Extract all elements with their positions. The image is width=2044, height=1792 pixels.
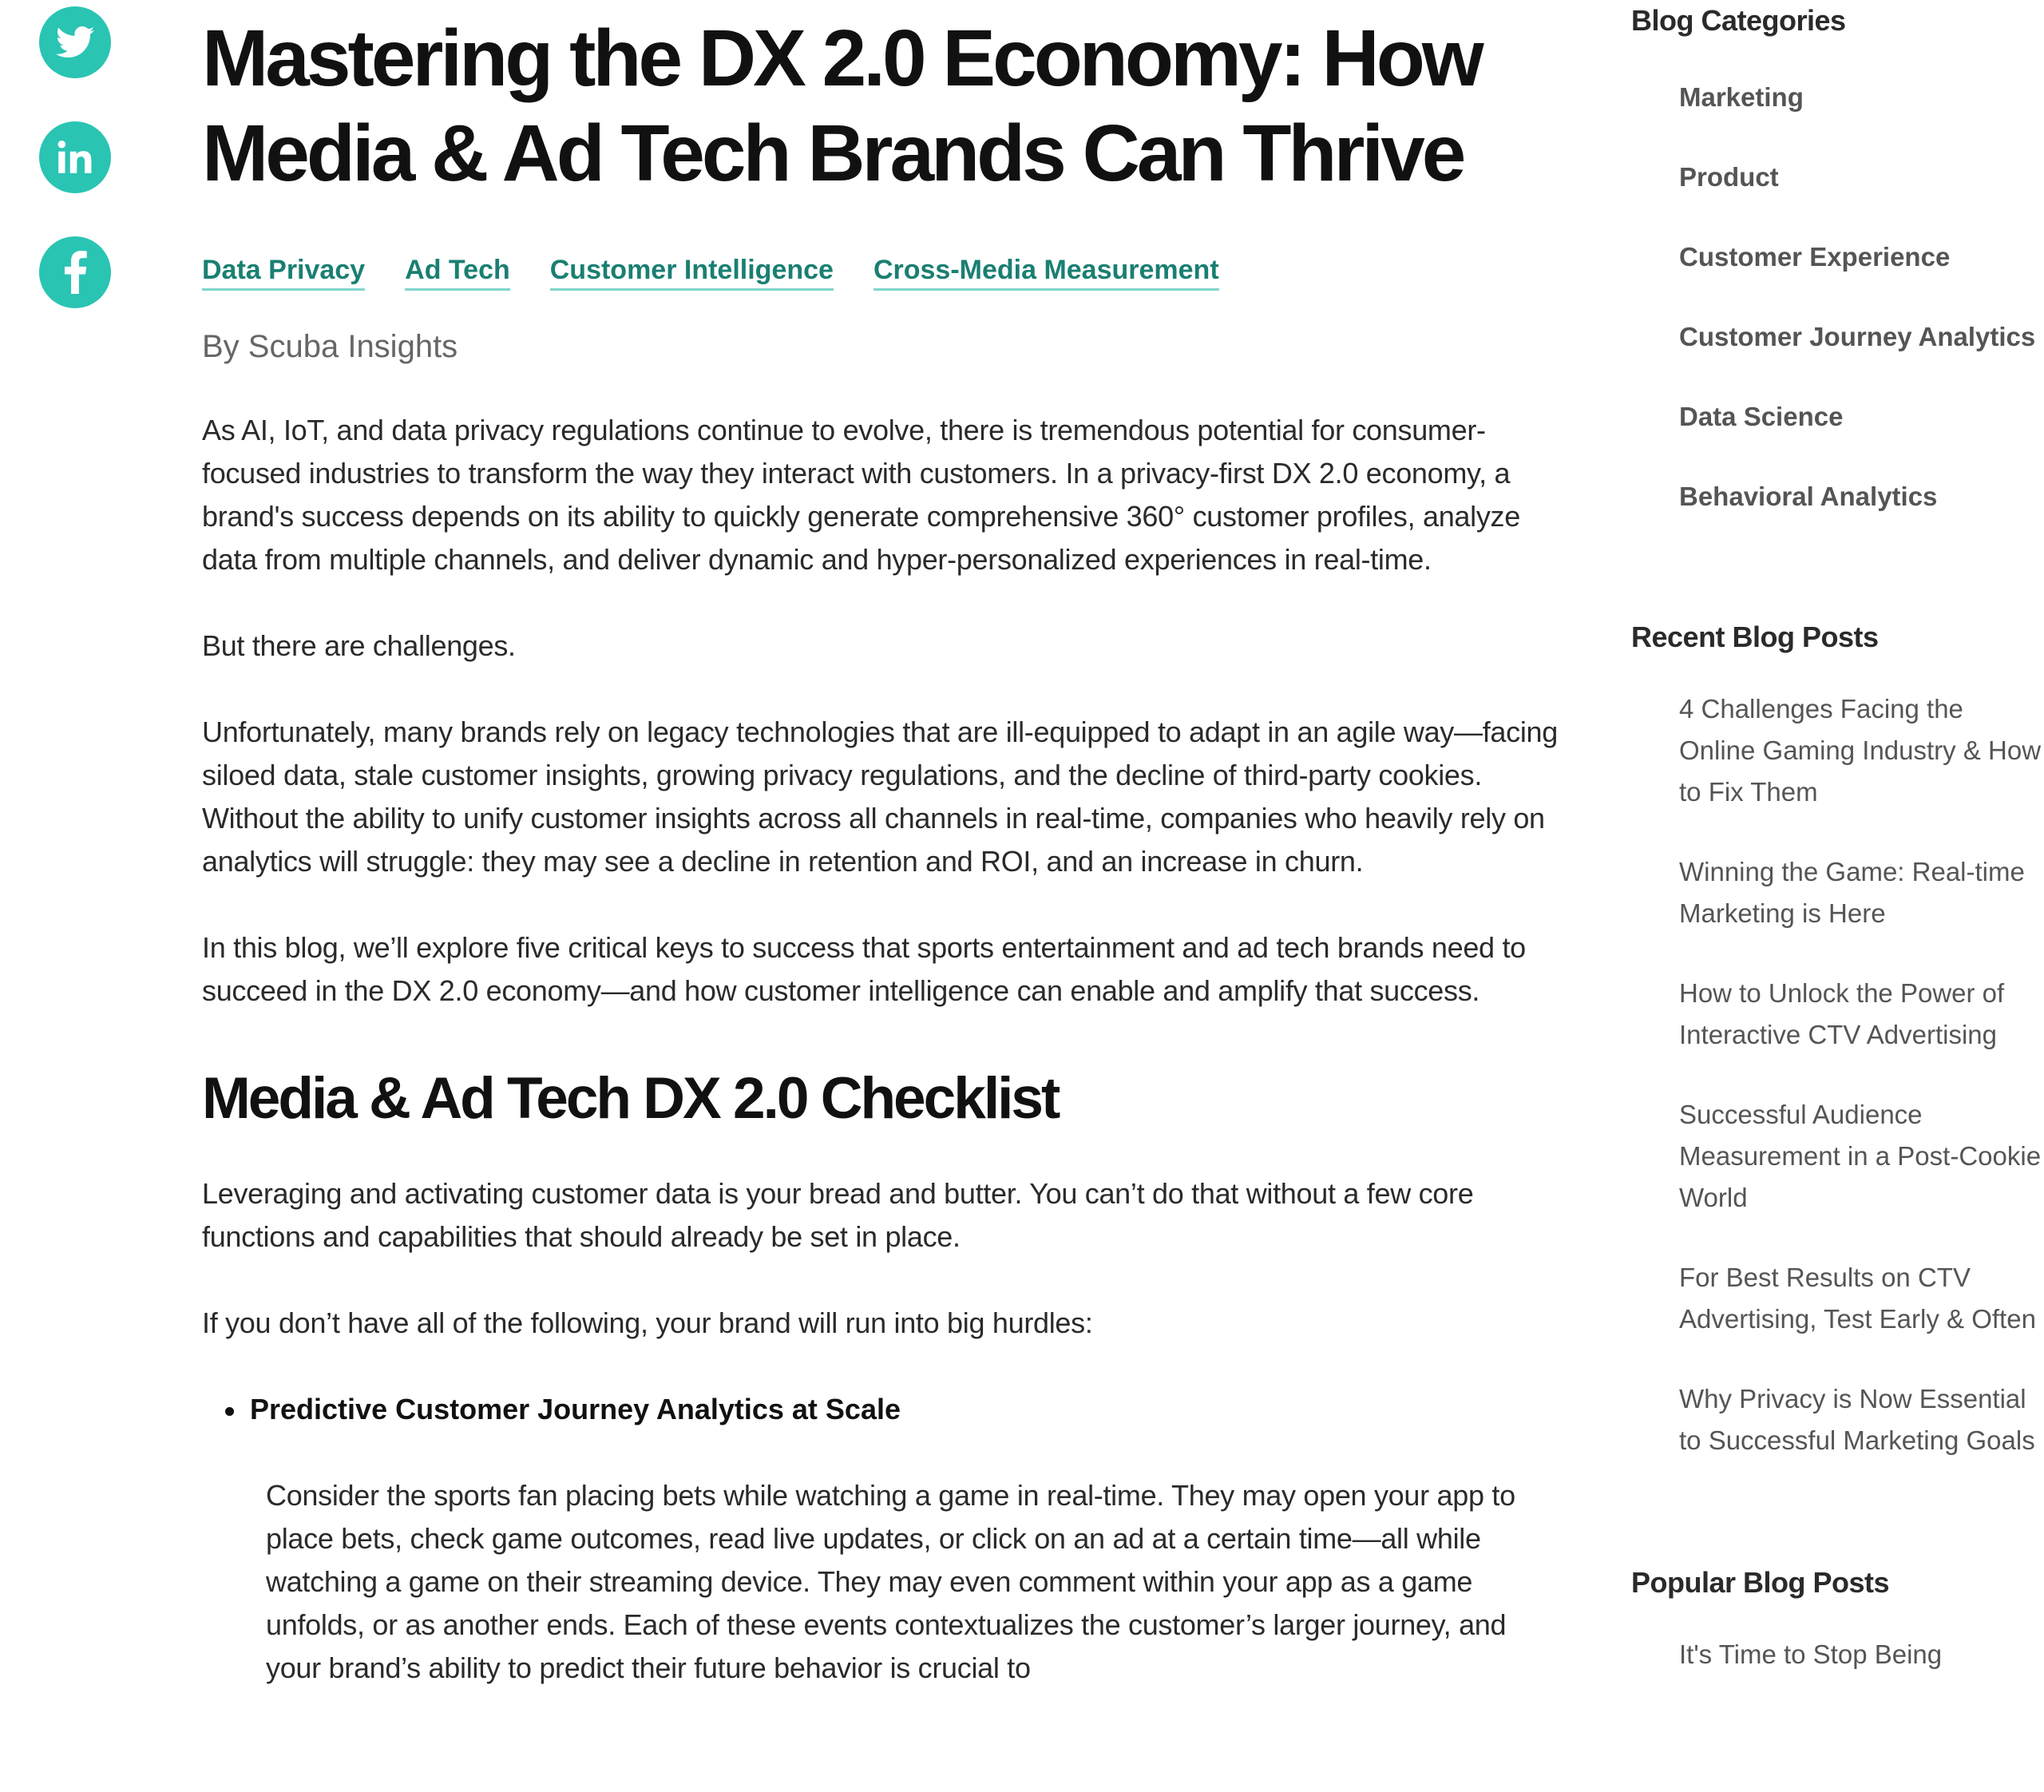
sidebar bbox=[1631, 0, 2044, 1675]
popular-posts-heading: Popular Blog Posts bbox=[1631, 1566, 1890, 1599]
bullet-dot bbox=[225, 1407, 234, 1416]
recent-posts-heading: Recent Blog Posts bbox=[1631, 620, 1879, 653]
recent-post-link[interactable]: 4 Challenges Facing the Online Gaming Industry & How to Fix Them bbox=[1679, 694, 2042, 807]
bullet-title: Predictive Customer Journey Analytics at Scale bbox=[250, 1393, 901, 1425]
tag-customer-intelligence[interactable]: Customer Intelligence bbox=[550, 254, 834, 291]
category-customer-journey-analytics[interactable]: Customer Journey Analytics bbox=[1679, 322, 2036, 351]
category-behavioral-analytics[interactable]: Behavioral Analytics bbox=[1679, 482, 1938, 511]
facebook-icon bbox=[63, 251, 87, 294]
paragraph-hurdles: If you don’t have all of the following, your brand will run into big hurdles: bbox=[202, 1306, 1093, 1339]
paragraph-overview: In this blog, we’ll explore five critical keys to success that sports entertainment and ad tech brands need to succeed in the DX 2.0 economy—and how customer intelligence can enable and amplify that success. bbox=[202, 931, 1526, 1007]
paragraph-checklist-intro: Leveraging and activating customer data is your bread and butter. You can’t do that without a few core functions and capabilities that should already be set in place. bbox=[202, 1177, 1474, 1253]
linkedin-icon bbox=[55, 137, 95, 177]
recent-posts-list bbox=[1631, 688, 2044, 1461]
article bbox=[202, 0, 1559, 1690]
article-tags bbox=[202, 254, 1559, 295]
paragraph-legacy: Unfortunately, many brands rely on legacy technologies that are ill-equipped to adapt in an agile way—facing siloed data, stale customer insights, growing privacy regulations, and the decline of third-party cookies. Without the ability to unify customer insights across all channels in real-time, companies who heavily rely on analytics will struggle: they may see a decline in retention and ROI, and an increase in churn. bbox=[202, 716, 1558, 878]
recent-post-link[interactable]: How to Unlock the Power of Interactive CTV Advertising bbox=[1679, 978, 2005, 1049]
twitter-share-button[interactable] bbox=[39, 6, 111, 78]
popular-posts-list bbox=[1631, 1634, 2044, 1675]
popular-post-link[interactable]: It's Time to Stop Being bbox=[1679, 1639, 1943, 1669]
tag-ad-tech[interactable]: Ad Tech bbox=[405, 254, 510, 291]
tag-cross-media-measurement[interactable]: Cross-Media Measurement bbox=[873, 254, 1219, 291]
category-marketing[interactable]: Marketing bbox=[1679, 82, 1804, 112]
twitter-icon bbox=[56, 26, 94, 58]
categories-list bbox=[1631, 81, 2044, 513]
categories-heading: Blog Categories bbox=[1631, 4, 1846, 37]
social-share-bar bbox=[39, 6, 111, 351]
recent-post-link[interactable]: For Best Results on CTV Advertising, Test Early & Often bbox=[1679, 1263, 2036, 1334]
bullet-body: Consider the sports fan placing bets while watching a game in real-time. They may open your app to place bets, check game outcomes, read live updates, or click on an ad at a certain time—all while watching a game on their streaming device. They may even comment within your app as a game unfolds, or as another ends. Each of these events contextualizes the customer’s larger journey, and your brand’s ability to predict their future behavior is crucial to bbox=[266, 1479, 1515, 1684]
linkedin-share-button[interactable] bbox=[39, 121, 111, 193]
facebook-share-button[interactable] bbox=[39, 236, 111, 308]
list-item bbox=[202, 1388, 1559, 1431]
article-byline: By Scuba Insights bbox=[202, 329, 458, 364]
paragraph-challenges: But there are challenges. bbox=[202, 629, 516, 662]
category-customer-experience[interactable]: Customer Experience bbox=[1679, 242, 1951, 272]
category-product[interactable]: Product bbox=[1679, 162, 1779, 192]
article-title: Mastering the DX 2.0 Economy: How Media & Ad Tech Brands Can Thrive bbox=[202, 14, 1481, 198]
section-heading: Media & Ad Tech DX 2.0 Checklist bbox=[202, 1066, 1059, 1131]
paragraph-intro: As AI, IoT, and data privacy regulations continue to evolve, there is tremendous potential for consumer-focused industries to transform the way they interact with customers. In a privacy-first DX 2.0 economy, a brand's success depends on its ability to quickly generate comprehensive 360° customer profiles, analyze data from multiple channels, and deliver dynamic and hyper-personalized experiences in real-time. bbox=[202, 414, 1520, 576]
category-data-science[interactable]: Data Science bbox=[1679, 402, 1844, 431]
recent-post-link[interactable]: Why Privacy is Now Essential to Successful Marketing Goals bbox=[1679, 1384, 2035, 1455]
recent-post-link[interactable]: Winning the Game: Real-time Marketing is Here bbox=[1679, 857, 2025, 928]
recent-post-link[interactable]: Successful Audience Measurement in a Post-Cookie World bbox=[1679, 1100, 2042, 1212]
tag-data-privacy[interactable]: Data Privacy bbox=[202, 254, 365, 291]
